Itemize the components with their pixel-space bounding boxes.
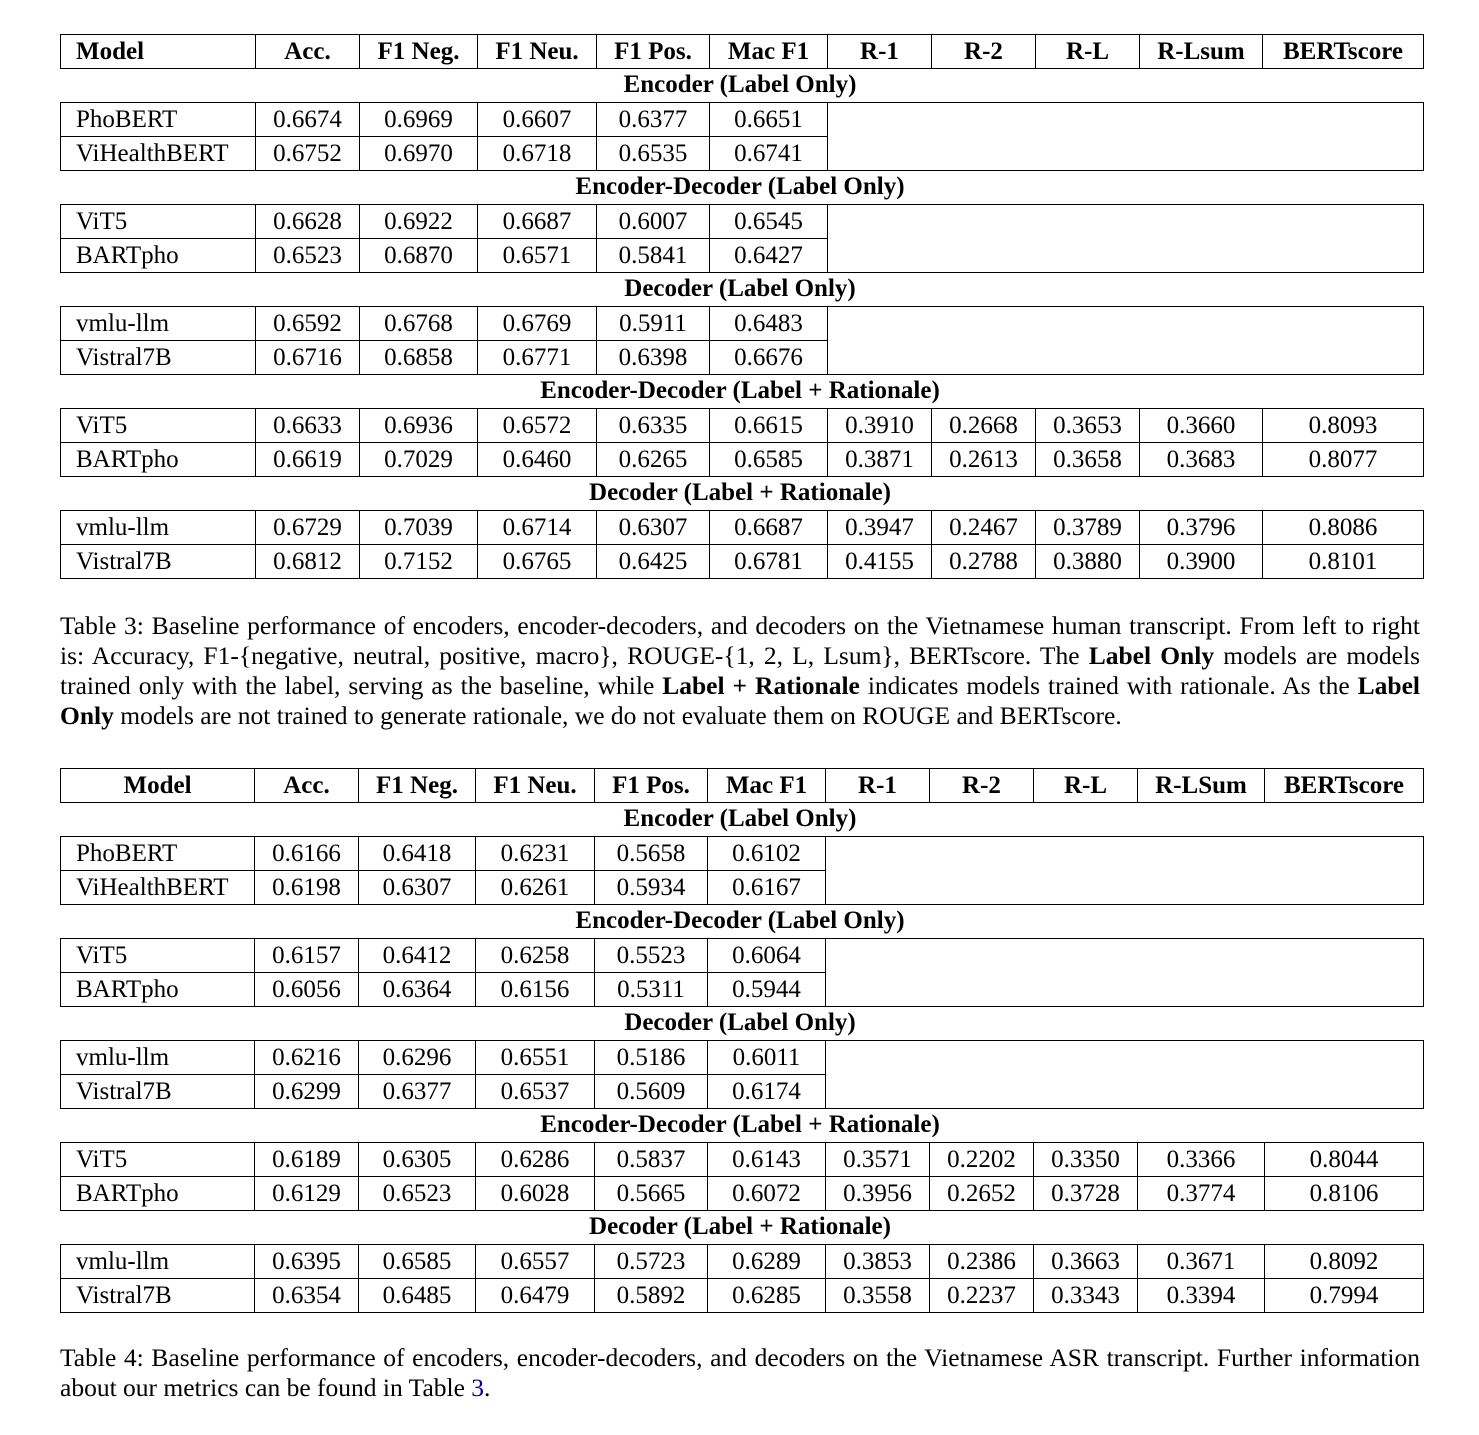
header-row: [60, 768, 1420, 802]
metric-cell: 0.6364: [358, 972, 476, 1007]
metric-cell: 0.6231: [475, 836, 595, 871]
column-header: F1 Neu.: [477, 34, 597, 69]
section-title: Decoder (Label + Rationale): [589, 479, 891, 506]
metric-cell: 0.6741: [709, 136, 828, 171]
metric-cell: 0.6714: [477, 510, 597, 545]
table-row: [60, 544, 1420, 578]
metric-cell: 0.6969: [359, 102, 478, 137]
metric-cell: 0.6028: [475, 1176, 595, 1211]
column-header: R-2: [931, 34, 1036, 69]
metric-cell: 0.2386: [929, 1244, 1034, 1279]
model-name-cell: vmlu-llm: [60, 1040, 255, 1075]
empty-metric-area: [826, 938, 1424, 1007]
column-header: R-Lsum: [1139, 34, 1263, 69]
metric-cell: 0.7152: [359, 544, 478, 579]
metric-cell: 0.6936: [359, 408, 478, 443]
metric-cell: 0.8077: [1262, 442, 1424, 477]
metric-cell: 0.3947: [827, 510, 932, 545]
table-row: [60, 1244, 1420, 1278]
metric-cell: 0.6460: [477, 442, 597, 477]
section-title: Encoder (Label Only): [623, 805, 857, 832]
metric-cell: 0.2467: [931, 510, 1036, 545]
metric-cell: 0.6922: [359, 204, 478, 239]
metric-cell: 0.6286: [475, 1142, 595, 1177]
metric-cell: 0.6607: [477, 102, 597, 137]
metric-cell: 0.6216: [254, 1040, 359, 1075]
section-group: [60, 102, 1420, 170]
metric-cell: 0.6305: [358, 1142, 476, 1177]
metric-cell: 0.6377: [596, 102, 710, 137]
metric-cell: 0.3571: [825, 1142, 930, 1177]
column-header: Model: [60, 34, 256, 69]
section-group: [60, 408, 1420, 476]
metric-cell: 0.6729: [255, 510, 360, 545]
metric-cell: 0.3663: [1033, 1244, 1138, 1279]
table-row: [60, 510, 1420, 544]
metric-cell: 0.6970: [359, 136, 478, 171]
model-name-cell: vmlu-llm: [60, 1244, 255, 1279]
section-group: [60, 938, 1420, 1006]
column-header: F1 Neg.: [359, 34, 478, 69]
metric-cell: 0.2652: [929, 1176, 1034, 1211]
column-header: R-L: [1033, 768, 1138, 803]
metric-cell: 0.6289: [707, 1244, 826, 1279]
metric-cell: 0.6523: [358, 1176, 476, 1211]
table-3: [60, 34, 1420, 578]
section-group: [60, 1142, 1420, 1210]
metric-cell: 0.6102: [707, 836, 826, 871]
column-header: F1 Neg.: [358, 768, 476, 803]
metric-cell: 0.8044: [1264, 1142, 1424, 1177]
metric-cell: 0.5911: [596, 306, 710, 341]
metric-cell: 0.6395: [254, 1244, 359, 1279]
model-name-cell: BARTpho: [60, 1176, 255, 1211]
metric-cell: 0.6769: [477, 306, 597, 341]
metric-cell: 0.8092: [1264, 1244, 1424, 1279]
metric-cell: 0.3774: [1137, 1176, 1265, 1211]
metric-cell: 0.6781: [709, 544, 828, 579]
metric-cell: 0.6674: [255, 102, 360, 137]
metric-cell: 0.5523: [594, 938, 708, 973]
model-name-cell: BARTpho: [60, 972, 255, 1007]
metric-cell: 0.6198: [254, 870, 359, 905]
metric-cell: 0.3853: [825, 1244, 930, 1279]
metric-cell: 0.6143: [707, 1142, 826, 1177]
metric-cell: 0.2613: [931, 442, 1036, 477]
metric-cell: 0.6296: [358, 1040, 476, 1075]
metric-cell: 0.6189: [254, 1142, 359, 1177]
metric-cell: 0.5841: [596, 238, 710, 273]
column-header: R-L: [1035, 34, 1140, 69]
metric-cell: 0.3558: [825, 1278, 930, 1313]
column-header: Mac F1: [707, 768, 826, 803]
metric-cell: 0.3871: [827, 442, 932, 477]
metric-cell: 0.6265: [596, 442, 710, 477]
metric-cell: 0.2668: [931, 408, 1036, 443]
metric-cell: 0.6483: [709, 306, 828, 341]
metric-cell: 0.2237: [929, 1278, 1034, 1313]
section-title: Encoder-Decoder (Label Only): [575, 907, 905, 934]
section-group: [60, 204, 1420, 272]
column-header: Model: [60, 768, 255, 803]
section-group: [60, 1244, 1420, 1312]
metric-cell: 0.6687: [477, 204, 597, 239]
metric-cell: 0.6651: [709, 102, 828, 137]
table-row: [60, 1142, 1420, 1176]
section-group: [60, 836, 1420, 904]
metric-cell: 0.5944: [707, 972, 826, 1007]
metric-cell: 0.6007: [596, 204, 710, 239]
metric-cell: 0.6619: [255, 442, 360, 477]
metric-cell: 0.4155: [827, 544, 932, 579]
table-3-caption: Table 3: Baseline performance of encoders, encoder-decoders, and decoders on the Vietnamese human transcript. From left to right is: Accuracy, F1-{negative, neutral, positive, macro}, ROUGE-{1, 2, L, Lsum}, BERTscore. The Label Only models are models trained only with the label, serving as the baseline, while Label + Rationale indicates models trained with rationale. As the Label Only models are not trained to generate rationale, we do not evaluate them on ROUGE and BERTscore.: [60, 611, 1421, 730]
section-group: [60, 510, 1420, 578]
column-header: R-2: [929, 768, 1034, 803]
metric-cell: 0.7039: [359, 510, 478, 545]
table-row: [60, 1176, 1420, 1210]
empty-metric-area: [828, 306, 1424, 375]
model-name-cell: ViT5: [60, 204, 256, 239]
empty-metric-area: [826, 1040, 1424, 1109]
metric-cell: 0.6676: [709, 340, 828, 375]
metric-cell: 0.5311: [594, 972, 708, 1007]
metric-cell: 0.6633: [255, 408, 360, 443]
model-name-cell: Vistral7B: [60, 1278, 255, 1313]
column-header: Acc.: [255, 34, 360, 69]
metric-cell: 0.6551: [475, 1040, 595, 1075]
metric-cell: 0.6858: [359, 340, 478, 375]
table-row: [60, 442, 1420, 476]
metric-cell: 0.6485: [358, 1278, 476, 1313]
metric-cell: 0.8086: [1262, 510, 1424, 545]
metric-cell: 0.6427: [709, 238, 828, 273]
metric-cell: 0.6535: [596, 136, 710, 171]
metric-cell: 0.6299: [254, 1074, 359, 1109]
column-header: R-LSum: [1137, 768, 1265, 803]
metric-cell: 0.3653: [1035, 408, 1140, 443]
metric-cell: 0.6628: [255, 204, 360, 239]
metric-cell: 0.6545: [709, 204, 828, 239]
metric-cell: 0.6557: [475, 1244, 595, 1279]
metric-cell: 0.6523: [255, 238, 360, 273]
metric-cell: 0.3658: [1035, 442, 1140, 477]
metric-cell: 0.3660: [1139, 408, 1263, 443]
metric-cell: 0.6174: [707, 1074, 826, 1109]
metric-cell: 0.6261: [475, 870, 595, 905]
section-title: Encoder-Decoder (Label + Rationale): [540, 1111, 940, 1138]
metric-cell: 0.8093: [1262, 408, 1424, 443]
column-header: Mac F1: [709, 34, 828, 69]
model-name-cell: PhoBERT: [60, 102, 256, 137]
metric-cell: 0.6479: [475, 1278, 595, 1313]
metric-cell: 0.3796: [1139, 510, 1263, 545]
metric-cell: 0.6418: [358, 836, 476, 871]
section-title: Decoder (Label Only): [624, 1009, 856, 1036]
metric-cell: 0.6129: [254, 1176, 359, 1211]
metric-cell: 0.5723: [594, 1244, 708, 1279]
model-name-cell: ViT5: [60, 938, 255, 973]
metric-cell: 0.6425: [596, 544, 710, 579]
metric-cell: 0.7029: [359, 442, 478, 477]
metric-cell: 0.3956: [825, 1176, 930, 1211]
empty-metric-area: [826, 836, 1424, 905]
metric-cell: 0.3343: [1033, 1278, 1138, 1313]
metric-cell: 0.5665: [594, 1176, 708, 1211]
metric-cell: 0.3683: [1139, 442, 1263, 477]
model-name-cell: ViT5: [60, 1142, 255, 1177]
column-header: F1 Neu.: [475, 768, 595, 803]
model-name-cell: BARTpho: [60, 238, 256, 273]
metric-cell: 0.6572: [477, 408, 597, 443]
metric-cell: 0.6156: [475, 972, 595, 1007]
metric-cell: 0.6765: [477, 544, 597, 579]
section-title: Encoder-Decoder (Label Only): [575, 173, 905, 200]
metric-cell: 0.6412: [358, 938, 476, 973]
empty-metric-area: [828, 102, 1424, 171]
model-name-cell: ViHealthBERT: [60, 136, 256, 171]
metric-cell: 0.6166: [254, 836, 359, 871]
table-row: [60, 408, 1420, 442]
section-title: Decoder (Label + Rationale): [589, 1213, 891, 1240]
metric-cell: 0.6585: [358, 1244, 476, 1279]
metric-cell: 0.7994: [1264, 1278, 1424, 1313]
metric-cell: 0.6592: [255, 306, 360, 341]
column-header: Acc.: [254, 768, 359, 803]
column-header: BERTscore: [1264, 768, 1424, 803]
metric-cell: 0.6285: [707, 1278, 826, 1313]
column-header: R-1: [825, 768, 930, 803]
section-title: Encoder (Label Only): [623, 71, 857, 98]
empty-metric-area: [828, 204, 1424, 273]
metric-cell: 0.6752: [255, 136, 360, 171]
metric-cell: 0.6768: [359, 306, 478, 341]
model-name-cell: BARTpho: [60, 442, 256, 477]
metric-cell: 0.3394: [1137, 1278, 1265, 1313]
metric-cell: 0.6398: [596, 340, 710, 375]
metric-cell: 0.3880: [1035, 544, 1140, 579]
table-reference-link[interactable]: 3: [471, 1373, 485, 1402]
metric-cell: 0.6307: [596, 510, 710, 545]
section-group: [60, 1040, 1420, 1108]
model-name-cell: ViT5: [60, 408, 256, 443]
metric-cell: 0.6064: [707, 938, 826, 973]
column-header: F1 Pos.: [596, 34, 710, 69]
model-name-cell: Vistral7B: [60, 1074, 255, 1109]
metric-cell: 0.6258: [475, 938, 595, 973]
metric-cell: 0.6812: [255, 544, 360, 579]
metric-cell: 0.3910: [827, 408, 932, 443]
metric-cell: 0.6571: [477, 238, 597, 273]
metric-cell: 0.8101: [1262, 544, 1424, 579]
metric-cell: 0.3728: [1033, 1176, 1138, 1211]
metric-cell: 0.8106: [1264, 1176, 1424, 1211]
model-name-cell: Vistral7B: [60, 544, 256, 579]
metric-cell: 0.6870: [359, 238, 478, 273]
section-title: Encoder-Decoder (Label + Rationale): [540, 377, 940, 404]
metric-cell: 0.2202: [929, 1142, 1034, 1177]
metric-cell: 0.3366: [1137, 1142, 1265, 1177]
metric-cell: 0.3350: [1033, 1142, 1138, 1177]
metric-cell: 0.6307: [358, 870, 476, 905]
metric-cell: 0.2788: [931, 544, 1036, 579]
model-name-cell: PhoBERT: [60, 836, 255, 871]
metric-cell: 0.6056: [254, 972, 359, 1007]
table-row: [60, 1278, 1420, 1312]
metric-cell: 0.6354: [254, 1278, 359, 1313]
metric-cell: 0.6771: [477, 340, 597, 375]
metric-cell: 0.5658: [594, 836, 708, 871]
column-header: F1 Pos.: [594, 768, 708, 803]
metric-cell: 0.5934: [594, 870, 708, 905]
metric-cell: 0.6072: [707, 1176, 826, 1211]
column-header: BERTscore: [1262, 34, 1424, 69]
metric-cell: 0.3900: [1139, 544, 1263, 579]
caption-label: Table 3:: [60, 611, 144, 640]
table-4-caption: Table 4: Baseline performance of encoders, encoder-decoders, and decoders on the Vietnamese ASR transcript. Further information about our metrics can be found in Table 3.: [60, 1343, 1420, 1402]
section-group: [60, 306, 1420, 374]
metric-cell: 0.6716: [255, 340, 360, 375]
metric-cell: 0.6537: [475, 1074, 595, 1109]
model-name-cell: ViHealthBERT: [60, 870, 255, 905]
metric-cell: 0.6167: [707, 870, 826, 905]
metric-cell: 0.6585: [709, 442, 828, 477]
metric-cell: 0.3671: [1137, 1244, 1265, 1279]
caption-label: Table 4:: [60, 1343, 144, 1372]
metric-cell: 0.6157: [254, 938, 359, 973]
metric-cell: 0.5609: [594, 1074, 708, 1109]
metric-cell: 0.6615: [709, 408, 828, 443]
metric-cell: 0.5837: [594, 1142, 708, 1177]
model-name-cell: vmlu-llm: [60, 510, 256, 545]
header-row: [60, 34, 1420, 68]
metric-cell: 0.6687: [709, 510, 828, 545]
metric-cell: 0.5892: [594, 1278, 708, 1313]
column-header: R-1: [827, 34, 932, 69]
metric-cell: 0.5186: [594, 1040, 708, 1075]
metric-cell: 0.6335: [596, 408, 710, 443]
metric-cell: 0.3789: [1035, 510, 1140, 545]
table-4: [60, 768, 1420, 1312]
metric-cell: 0.6718: [477, 136, 597, 171]
model-name-cell: vmlu-llm: [60, 306, 256, 341]
model-name-cell: Vistral7B: [60, 340, 256, 375]
section-title: Decoder (Label Only): [624, 275, 856, 302]
metric-cell: 0.6011: [707, 1040, 826, 1075]
metric-cell: 0.6377: [358, 1074, 476, 1109]
